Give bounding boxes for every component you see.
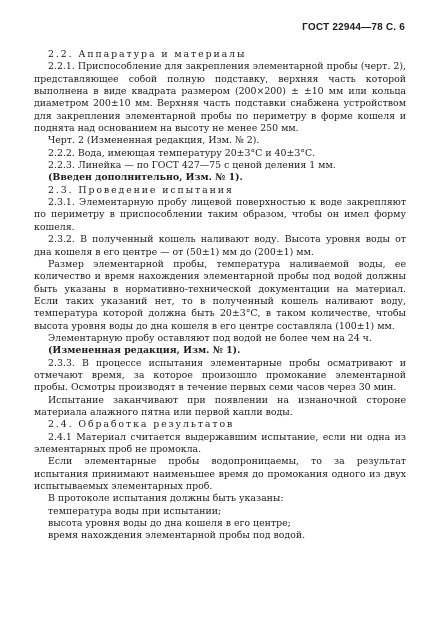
paragraph: Если элементарные пробы водопроницаемы, то за результат испытания принимают наименьшее время до промокания одного из двух испытываемых элементарных проб. [34, 456, 406, 493]
paragraph: 2.4.1 Материал считается выдержавшим испытание, если ни одна из элементарных проб не промокла. [34, 431, 406, 455]
paragraph: Черт. 2 (Измененная редакция, Изм. № 2). [48, 135, 260, 147]
document-body [34, 49, 406, 543]
paragraph: высота уровня воды до дна кошеля в его центре; [48, 518, 291, 530]
paragraph: 2.2.2. Вода, имеющая температуру 20±3°С и 40±3°С. [48, 147, 316, 159]
section-heading: 2.3. Проведение испытания [48, 184, 234, 196]
paragraph: В протоколе испытания должны быть указаны: [48, 493, 284, 505]
section-heading: 2.4. Обработка результатов [48, 419, 235, 431]
amendment-note: (Введен дополнительно, Изм. № 1). [48, 172, 243, 184]
paragraph: Элементарную пробу оставляют под водой не более чем на 24 ч. [48, 332, 372, 344]
paragraph: 2.3.1. Элементарную пробу лицевой поверхностью к воде закрепляют по периметру в приспособлении таким образом, чтобы он имел форму кошеля. [34, 197, 406, 233]
paragraph: 2.3.3. В процессе испытания элементарные пробы осматривают и отмечают время, за которое произошло промокание элементарной пробы. Осмотры производят в течение первых семи часов через 30 мин. [34, 357, 406, 394]
paragraph: Размер элементарной пробы, температура наливаемой воды, ее количество и время нахождения элементарной пробы под водой должны быть указаны в нормативно-технической документации на материал. Если таких указаний нет, то в полученный кошель наливают воду, температура которой должна быть 20±3°С, в таком количестве, чтобы высота уровня воды до дна кошеля в его центре составляла (100±1) мм. [34, 258, 406, 332]
paragraph: время нахождения элементарной пробы под водой. [48, 530, 306, 542]
paragraph: 2.2.1. Приспособление для закрепления элементарной пробы (черт. 2), представляющее собой полную подставку, верхняя часть которой выполнена в виде квадрата размером (200×200) ± ±10 мм или кольца диаметром 200±10 мм. Верхняя часть подставки снабжена устройством для закрепления элементарной пробы по периметру в форме кошеля и поднята над основанием на высоту не менее 250 мм. [34, 61, 406, 135]
amendment-note: (Измененная редакция, Изм. № 1). [48, 345, 241, 357]
page-header: ГОСТ 22944—78 С. 6 [302, 22, 405, 33]
paragraph: 2.3.2. В полученный кошель наливают воду. Высота уровня воды от дна кошеля в его центре — от (50±1) мм до (200±1) мм. [34, 234, 406, 258]
paragraph: Испытание заканчивают при появлении на изнаночной стороне материала алажного пятна или первой капли воды. [34, 394, 406, 418]
section-heading: 2.2. Аппаратура и материалы [48, 49, 247, 60]
paragraph: 2.2.3. Линейка — по ГОСТ 427—75 с ценой деления 1 мм. [48, 160, 336, 172]
paragraph: температура воды при испытании; [48, 505, 222, 517]
